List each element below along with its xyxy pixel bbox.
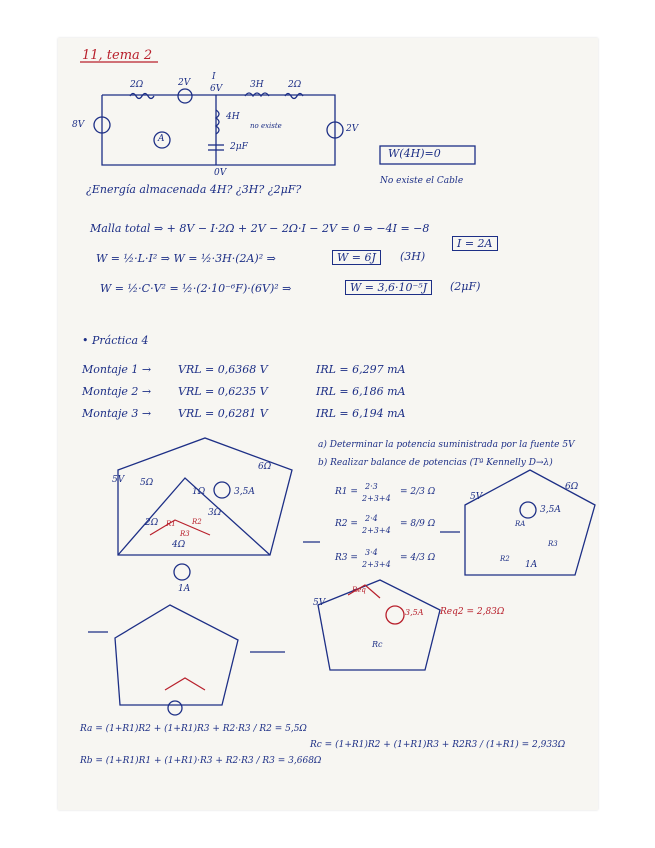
r3-num: 3·4 [365,548,378,557]
label-node-bottom: 0V [214,168,227,178]
w44-text: W(4H)=0 [388,147,441,160]
energy-inductor-tag: (3H) [400,250,426,263]
montaje-2-current: IRL = 6,186 mA [316,385,406,398]
fig1-src: 3,5A [234,487,255,497]
w44-note: No existe el Cable [380,176,464,186]
label-l1: 3H [250,80,264,90]
label-l2: 4H [226,112,240,122]
resistor-2ohm-2 [285,94,303,99]
label-v-right: 2V [346,124,359,134]
fig1-ra: R1 [166,520,176,528]
fig3-source [168,701,182,715]
montaje-3-label: Montaje 3 → [82,407,152,420]
ra-formula: Ra = (1+R1)R2 + (1+R1)R3 + R2·R3 / R2 = 5,5Ω [80,724,307,734]
label-r1: 2Ω [130,80,144,90]
fig4-req2: Req2 = 2,83Ω [440,607,505,617]
fig1-rc: R3 [180,530,190,538]
fig3-outline [115,605,238,705]
rb-formula: Rb = (1+R1)R1 + (1+R1)·R3 + R2·R3 / R3 = 3,668Ω [80,756,322,766]
r1-lhs: R1 = [335,487,358,497]
mesh-result: I = 2A [452,236,498,251]
fig2-i: 1A [525,560,538,570]
energy-capacitor-tag: (2μF) [450,280,481,293]
task-a: a) Determinar la potencia suministrada por la fuente 5V [318,440,575,450]
fig1-source-35a [214,482,230,498]
montaje-1-voltage: VRL = 0,6368 V [178,363,268,376]
fig1-r4: 4Ω [172,540,186,550]
fig4-rc: Rc [372,640,383,649]
fig2-rb: R2 [500,555,510,563]
rc-formula: Rc = (1+R1)R2 + (1+R1)R3 + R2R3 / (1+R1) = 2,933Ω [310,740,566,750]
label-c1: 2μF [230,142,248,152]
r3-lhs: R3 = [335,553,358,563]
fig4-source [386,606,404,624]
montaje-3-voltage: VRL = 0,6281 V [178,407,268,420]
label-v-mid: 2V [178,78,191,88]
label-v-left: 8V [72,120,85,130]
fig2-src: 3,5A [540,505,561,515]
fig2-source [520,502,536,518]
fig1-rb: R2 [192,518,202,526]
fig1-v: 5V [112,475,125,485]
page-title: 11, tema 2 [82,48,153,63]
task-b: b) Realizar balance de potencias (Tª Kennelly D→λ) [318,458,553,468]
fig4-req: Req [352,586,366,594]
source-2v-mid [178,89,192,103]
r2-den: 2+3+4 [362,526,391,535]
r2-lhs: R2 = [335,519,358,529]
fig2-v: 5V [470,492,483,502]
fig2-ra: RA [515,520,526,528]
fig1-r3: 3Ω [208,508,222,518]
label-loop: A [158,134,165,144]
fig4-outline [318,580,440,670]
fig1-r5: 5Ω [140,478,154,488]
question: ¿Energía almacenada 4H? ¿3H? ¿2μF? [86,183,302,196]
fig1-r1: 1Ω [192,487,206,497]
energy-capacitor-eq: W = ½·C·V² = ½·(2·10⁻⁶F)·(6V)² ⇒ [100,282,292,295]
fig1-source-1a [174,564,190,580]
r3-den: 2+3+4 [362,560,391,569]
r2-num: 2·4 [365,514,378,523]
energy-inductor-result: W = 6J [332,250,381,265]
montaje-1-label: Montaje 1 → [82,363,152,376]
r2-result: = 8/9 Ω [400,519,436,529]
r3-result: = 4/3 Ω [400,553,436,563]
practica-heading: • Práctica 4 [82,334,149,347]
r1-num: 2·3 [365,482,378,491]
energy-capacitor-result: W = 3,6·10⁻⁵J [345,280,432,295]
fig1-i: 1A [178,584,191,594]
fig2-rc: R3 [548,540,558,548]
fig1-r6: 6Ω [258,462,272,472]
fig3-star-red [165,678,205,690]
label-current: I [212,72,216,82]
fig2-r6: 6Ω [565,482,579,492]
mesh-equation: Malla total ⇒ + 8V − I·2Ω + 2V − 2Ω·I − 2V = 0 ⇒ −4I = −8 [90,222,430,235]
label-v-node: 6V [210,84,223,94]
fig1-r2: 2Ω [145,518,159,528]
energy-inductor-eq: W = ½·L·I² ⇒ W = ½·3H·(2A)² ⇒ [96,252,276,265]
r1-den: 2+3+4 [362,494,391,503]
montaje-2-label: Montaje 2 → [82,385,152,398]
resistor-2ohm-1 [130,94,154,99]
r1-result: = 2/3 Ω [400,487,436,497]
montaje-1-current: IRL = 6,297 mA [316,363,406,376]
label-r2: 2Ω [288,80,302,90]
fig4-src: 3,5A [405,608,424,617]
label-l2-note: no existe [250,122,282,130]
fig4-v: 5V [313,598,326,608]
montaje-3-current: IRL = 6,194 mA [316,407,406,420]
montaje-2-voltage: VRL = 0,6235 V [178,385,268,398]
